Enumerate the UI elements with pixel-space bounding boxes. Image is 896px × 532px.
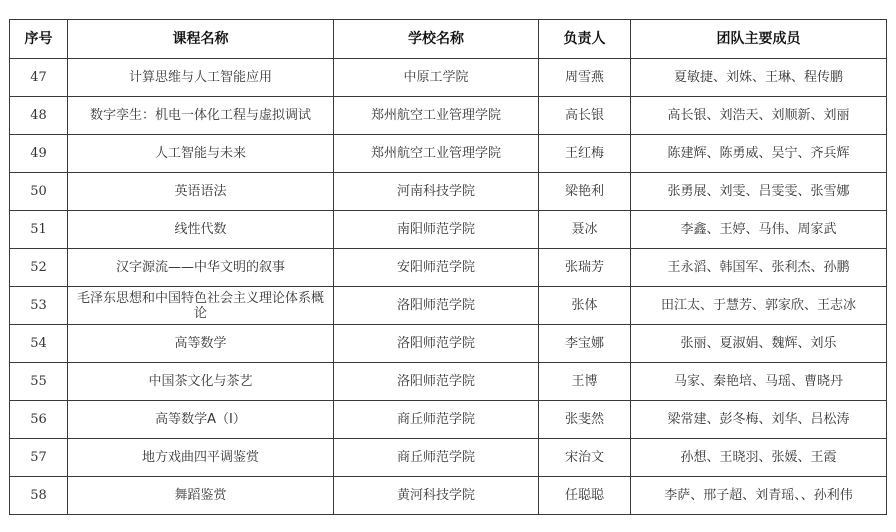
cell-team-members: 梁常建、彭冬梅、刘华、吕松涛 [631,401,887,439]
table-row [10,363,887,401]
cell-lead: 宋治文 [539,439,631,477]
header-row [10,20,887,59]
cell-course-name: 数字孪生：机电一体化工程与虚拟调试 [68,97,334,135]
table-row [10,325,887,363]
cell-team-members: 高长银、刘浩天、刘顺新、刘丽 [631,97,887,135]
cell-lead: 王红梅 [539,135,631,173]
cell-school-name: 洛阳师范学院 [334,287,539,325]
cell-team-members: 田江太、于慧芳、郭家欣、王志冰 [631,287,887,325]
table-row [10,173,887,211]
cell-serial-number: 51 [10,211,68,249]
table-row [10,211,887,249]
header-course-name: 课程名称 [68,20,334,59]
cell-school-name: 洛阳师范学院 [334,363,539,401]
cell-school-name: 南阳师范学院 [334,211,539,249]
table-row [10,97,887,135]
cell-school-name: 河南科技学院 [334,173,539,211]
cell-lead: 聂冰 [539,211,631,249]
cell-lead: 李宝娜 [539,325,631,363]
cell-school-name: 中原工学院 [334,59,539,97]
cell-course-name: 线性代数 [68,211,334,249]
cell-school-name: 郑州航空工业管理学院 [334,97,539,135]
cell-course-name: 英语语法 [68,173,334,211]
cell-lead: 周雪燕 [539,59,631,97]
cell-school-name: 洛阳师范学院 [334,325,539,363]
cell-serial-number: 58 [10,477,68,515]
cell-course-name: 地方戏曲四平调鉴赏 [68,439,334,477]
cell-team-members: 张勇展、刘雯、吕雯雯、张雪娜 [631,173,887,211]
cell-course-name: 计算思维与人工智能应用 [68,59,334,97]
cell-school-name: 黄河科技学院 [334,477,539,515]
cell-team-members: 李萨、邢子超、刘青瑶、、孙利伟 [631,477,887,515]
cell-school-name: 商丘师范学院 [334,401,539,439]
header-lead: 负责人 [539,20,631,59]
cell-lead: 任聪聪 [539,477,631,515]
cell-course-name: 舞蹈鉴赏 [68,477,334,515]
cell-course-name: 高等数学 [68,325,334,363]
cell-lead: 张体 [539,287,631,325]
cell-course-name: 毛泽东思想和中国特色社会主义理论体系概论 [68,287,334,325]
table-header [10,20,887,59]
cell-team-members: 孙想、王晓羽、张媛、王霞 [631,439,887,477]
cell-team-members: 夏敏捷、刘姝、王琳、程传鹏 [631,59,887,97]
cell-lead: 张斐然 [539,401,631,439]
cell-school-name: 郑州航空工业管理学院 [334,135,539,173]
cell-lead: 王博 [539,363,631,401]
table-row [10,249,887,287]
header-serial-number: 序号 [10,20,68,59]
cell-team-members: 马家、秦艳培、马瑶、曹晓丹 [631,363,887,401]
table-row [10,439,887,477]
table-row [10,477,887,515]
cell-serial-number: 56 [10,401,68,439]
cell-course-name: 中国茶文化与茶艺 [68,363,334,401]
cell-serial-number: 49 [10,135,68,173]
cell-serial-number: 52 [10,249,68,287]
cell-school-name: 商丘师范学院 [334,439,539,477]
cell-serial-number: 47 [10,59,68,97]
table-row [10,59,887,97]
cell-team-members: 张丽、夏淑娟、魏辉、刘乐 [631,325,887,363]
cell-course-name: 高等数学A（I） [68,401,334,439]
cell-lead: 高长银 [539,97,631,135]
table-row [10,401,887,439]
cell-serial-number: 54 [10,325,68,363]
cell-course-name: 汉字源流——中华文明的叙事 [68,249,334,287]
cell-serial-number: 55 [10,363,68,401]
cell-lead: 张瑞芳 [539,249,631,287]
cell-lead: 梁艳利 [539,173,631,211]
cell-team-members: 陈建辉、陈勇威、吴宁、齐兵辉 [631,135,887,173]
table-body [10,59,887,515]
header-school-name: 学校名称 [334,20,539,59]
header-team-members: 团队主要成员 [631,20,887,59]
cell-school-name: 安阳师范学院 [334,249,539,287]
cell-course-name: 人工智能与未来 [68,135,334,173]
course-table [9,19,887,515]
cell-serial-number: 57 [10,439,68,477]
cell-serial-number: 53 [10,287,68,325]
cell-team-members: 王永滔、韩国军、张利杰、孙鹏 [631,249,887,287]
table-row [10,287,887,325]
cell-serial-number: 48 [10,97,68,135]
table-row [10,135,887,173]
cell-serial-number: 50 [10,173,68,211]
cell-team-members: 李鑫、王婷、马伟、周家武 [631,211,887,249]
